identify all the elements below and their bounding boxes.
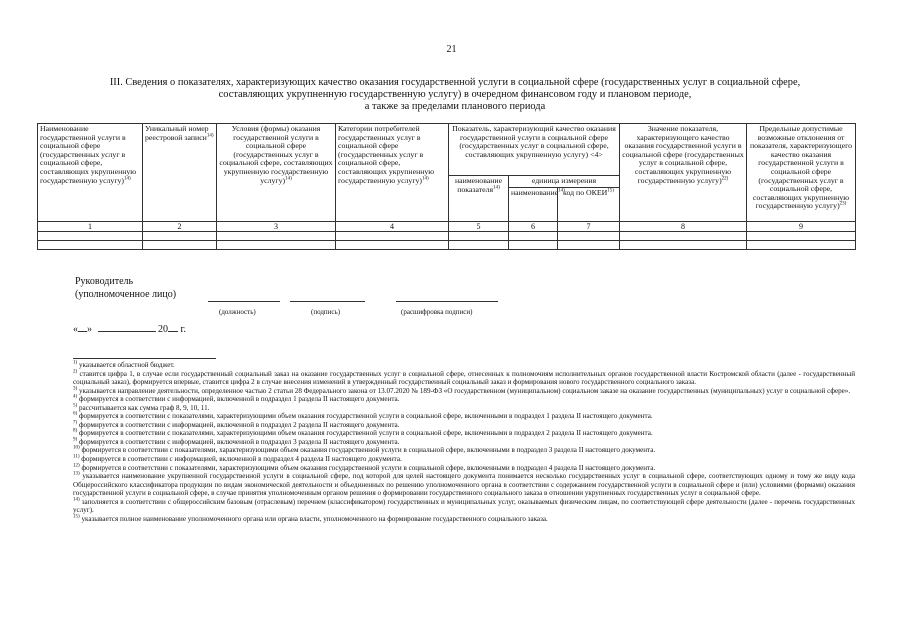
section-title-line: III. Сведения о показателях, характеризующих качество оказания государственной услуги в социальной сфере (государственных услуг в социальной сфере,: [109, 77, 801, 88]
footnote: $^{2)}$ ставится цифра 1, в случае если государственный социальный заказ на оказание государственных услуг в социальной сфере, отнесенных к полномочиям исполнительных органов государственной власти Костромской области (далее - государственный социальный заказ), формируется впервые, ставится цифра 2 в случае внесения изменений в утвержденный государственный социальный заказ и формирования нового государственного социального заказа.: [73, 369, 855, 387]
table-cell: [620, 240, 747, 249]
footnote: $^{15)}$ указывается полное наименование уполномоченного органа или органа власти, уполномоченного на формирование государственного социального заказа.: [73, 514, 548, 523]
footnotes: [73, 361, 855, 523]
header-unit-name: наименование$^{14)}$: [509, 187, 558, 221]
footnote: $^{6)}$ формируется в соответствии с показателями, характеризующими объем оказания государственной услуги в социальной сфере, включенными в подраздел 1 раздела II настоящего документа.: [73, 411, 653, 421]
table-cell: [747, 231, 856, 240]
table-cell: [558, 231, 620, 240]
footnote: $^{11)}$ формируется в соответствии с информацией, включенной в подраздел 4 раздела II настоящего документа.: [73, 454, 402, 464]
table-cell: [336, 231, 449, 240]
column-number: 8: [620, 221, 747, 231]
table-cell: [143, 231, 217, 240]
section-title: [60, 77, 850, 114]
footnote-separator: [73, 358, 216, 359]
section-title-line: составляющих укрупненную государственную услугу) в очередном финансовом году и плановом периоде,: [218, 89, 692, 101]
table-cell: [509, 231, 558, 240]
table-cell: [143, 240, 217, 249]
table-cell: [217, 240, 336, 249]
table-cell: [509, 240, 558, 249]
header-okei-code: код по ОКЕИ$^{15)}$: [558, 187, 620, 221]
position-label: (должность): [219, 308, 256, 316]
header-indicator-value: Значение показателя, характеризующего качество оказания государственной услуги в социальной сфере (государственных услуг в социальной сфере, составляющих укрупненную государственную услугу)$^{22)}$: [620, 124, 747, 222]
header-registry-number: Уникальный номер реестровой записи$^{14)}$: [143, 124, 217, 222]
decoding-label: (расшифровка подписи): [401, 308, 473, 316]
column-number: 3: [217, 221, 336, 231]
footnote: $^{12)}$ формируется в соответствии с показателями, характеризующими объем оказания государственной услуги в социальной сфере, включенными в подраздел 4 раздела II настоящего документа.: [73, 463, 656, 472]
table-cell: [558, 240, 620, 249]
footnote: $^{10)}$ формируется в соответствии с показателями, характеризующими объем оказания государственной услуги в социальной сфере, включенными в подраздел 3 раздела II настоящего документа.: [73, 446, 656, 455]
signature-date: [73, 324, 186, 335]
footnote: $^{9)}$ формируется в соответствии с информацией, включенной в подраздел 3 раздела II настоящего документа.: [73, 437, 400, 446]
signature-label: (подпись): [311, 308, 341, 316]
signature-line: [290, 301, 365, 302]
footnote: $^{13)}$ указывается наименование укрупненной государственной услуги в социальной сфере, под которой для целей настоящего документа понимается несколько государственных услуг в социальной сфере, соответствующих одному и тому же виду кода Общероссийского классификатора продукции по видам экономической деятельности и объединенных по решению уполномоченного органа в соответствии с содержанием государственной услуги в социальной сфере и (или) условиями (формами) оказания государственной услуги в социальной сфере, в случае принятия уполномоченным органом решения о формировании государственного социального заказа в отношении укрупненных государственных услуг в социальной сфере.: [73, 471, 855, 498]
date-close-quote: »: [87, 324, 92, 335]
column-number-row: [38, 221, 856, 231]
date-suffix: г.: [180, 324, 186, 335]
table-row: [38, 240, 856, 249]
header-unit-group: единица измерения: [509, 176, 620, 188]
table-cell: [38, 231, 143, 240]
column-number: 7: [558, 221, 620, 231]
column-number: 9: [747, 221, 856, 231]
table-cell: [38, 240, 143, 249]
header-conditions: Условия (формы) оказания государственной услуги в социальной сфере (государственных услуг в социальной сфере, составляющих укрупненную государственную услугу)$^{14)}$: [217, 124, 336, 222]
table-cell: [217, 231, 336, 240]
date-open-quote: «: [73, 324, 78, 335]
position-signature-line: [208, 301, 280, 302]
footnote: $^{1)}$ указывается областной бюджет.: [73, 360, 175, 369]
column-number: 5: [449, 221, 509, 231]
quality-indicators-table: [37, 123, 856, 250]
table-cell: [449, 240, 509, 249]
table-cell: [620, 231, 747, 240]
header-consumer-categories: Категории потребителей государственных услуг в социальной сфере (государственных услуг в социальной сфере, составляющих укрупненную государственную услугу)$^{14)}$: [336, 124, 449, 222]
column-number: 2: [143, 221, 217, 231]
table-cell: [449, 231, 509, 240]
signer-role: Руководитель: [75, 276, 134, 287]
column-number: 1: [38, 221, 143, 231]
header-indicator-name: наименование показателя$^{14)}$: [449, 176, 509, 222]
section-title-line: а также за пределами планового периода: [364, 101, 546, 113]
signer-block: [75, 275, 176, 301]
footnote: $^{3)}$ указывается направление деятельности, определенное частью 2 статьи 28 Федерального закона от 13.07.2020 № 189-ФЗ «О государственном (муниципальном) социальном заказе на оказание государственных (муниципальных) услуг в социальной сфере».: [73, 386, 851, 395]
footnote: $^{14)}$ заполняется в соответствии с общероссийским базовым (отраслевым) перечнем (классификатором) государственных и муниципальных услуг, оказываемых физическим лицам, по соответствующей сфере деятельности (далее - перечень государственных услуг).: [73, 497, 856, 515]
page-number: 21: [446, 44, 457, 55]
footnote: $^{5)}$ рассчитывается как сумма граф 8, 9, 10, 11.: [73, 403, 210, 412]
header-allowed-deviations: Предельные допустимые возможные отклонения от показателя, характеризующего качество оказания государственной услуги в социальной сфере (государственных услуг в социальной сфере, составляющих укрупненную государственную услугу)$^{23)}$: [747, 124, 856, 222]
table-cell: [747, 240, 856, 249]
footnote: $^{8)}$ формируется в соответствии с показателями, характеризующими объем оказания государственной услуги в социальной сфере, включенными в подраздел 2 раздела II настоящего документа.: [73, 429, 653, 438]
header-indicator-group: Показатель, характеризующий качество оказания государственной услуги в социальной сфере (государственных услуг в социальной сфере, составляющих укрупненную услугу) <4>: [449, 124, 620, 176]
table-row: [38, 231, 856, 240]
signer-role-note: (уполномоченное лицо): [75, 289, 177, 300]
header-service-name: Наименование государственной услуги в социальной сфере (государственных услуг в социальной сфере, составляющих укрупненную государственную услугу)$^{14)}$: [38, 124, 143, 222]
column-number: 6: [509, 221, 558, 231]
footnote: $^{4)}$ формируется в соответствии с информацией, включенной в подраздел 1 раздела II настоящего документа.: [73, 394, 400, 404]
date-year: 20: [158, 324, 168, 335]
footnote: $^{7)}$ формируется в соответствии с информацией, включенной в подраздел 2 раздела II настоящего документа.: [73, 420, 400, 429]
column-number: 4: [336, 221, 449, 231]
decoding-signature-line: [396, 301, 498, 302]
table-cell: [336, 240, 449, 249]
